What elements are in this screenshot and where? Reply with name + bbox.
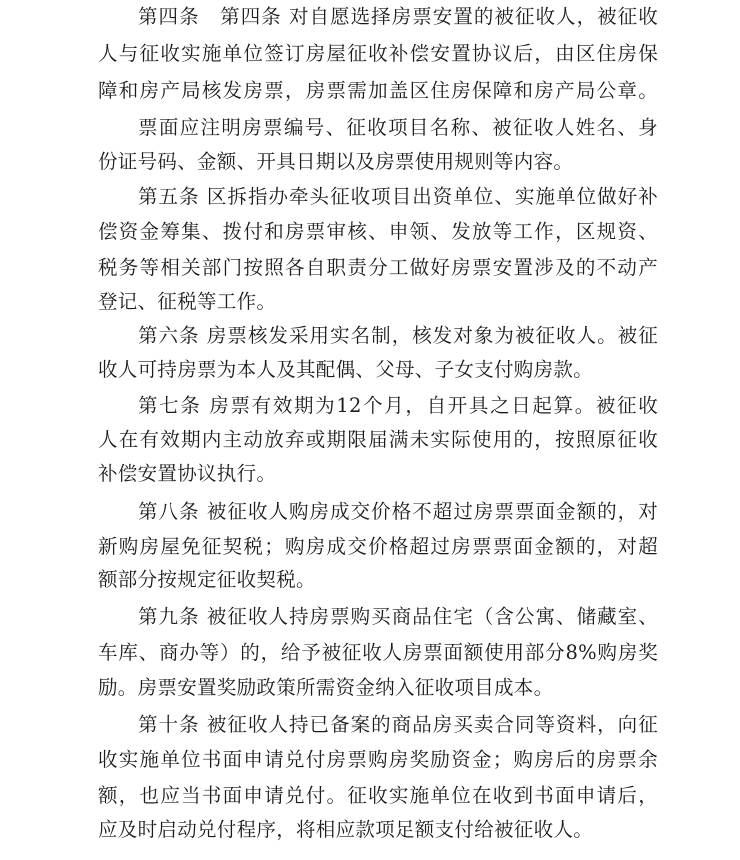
article-4-content-line-1: 票面应注明房票编号、征收项目名称、被征收人姓名、身 bbox=[138, 116, 658, 139]
article-4-line-3: 障和房产局核发房票，房票需加盖区住房保障和房产局公章。 bbox=[98, 79, 658, 102]
article-10-line-4: 应及时启动兑付程序，将相应款项足额支付给被征收人。 bbox=[98, 818, 594, 841]
article-6-line-1: 第六条 房票核发采用实名制，核发对象为被征收人。被征 bbox=[138, 324, 658, 347]
article-10-line-3: 额，也应当书面申请兑付。征收实施单位在收到书面申请后， bbox=[98, 784, 658, 807]
article-9-line-2: 车库、商办等）的，给予被征收人房票面额使用部分8%购房奖 bbox=[98, 641, 658, 664]
article-5-line-3: 税务等相关部门按照各自职责分工做好房票安置涉及的不动产 bbox=[98, 256, 658, 279]
article-6-line-2: 收人可持房票为本人及其配偶、父母、子女支付购房款。 bbox=[98, 358, 594, 381]
article-9-line-3: 励。房票安置奖励政策所需资金纳入征收项目成本。 bbox=[98, 676, 554, 699]
article-7-line-1: 第七条 房票有效期为12个月，自开具之日起算。被征收 bbox=[138, 394, 658, 417]
article-9-line-1: 第九条 被征收人持房票购买商品住宅（含公寓、储藏室、 bbox=[138, 605, 658, 628]
article-10-line-2: 收实施单位书面申请兑付房票购房奖励资金；购房后的房票余 bbox=[98, 748, 658, 771]
article-8-line-3: 额部分按规定征收契税。 bbox=[98, 568, 316, 591]
article-10-line-1: 第十条 被征收人持已备案的商品房买卖合同等资料，向征 bbox=[138, 713, 658, 736]
article-7-line-3: 补偿安置协议执行。 bbox=[98, 462, 277, 485]
article-4-content-line-2: 份证号码、金额、开具日期以及房票使用规则等内容。 bbox=[98, 150, 574, 173]
article-5-line-4: 登记、征税等工作。 bbox=[98, 290, 277, 313]
article-8-line-1: 第八条 被征收人购房成交价格不超过房票票面金额的，对 bbox=[138, 500, 658, 523]
article-5-line-1: 第五条 区拆指办牵头征收项目出资单位、实施单位做好补 bbox=[138, 185, 658, 208]
article-4-line-2: 人与征收实施单位签订房屋征收补偿安置协议后，由区住房保 bbox=[98, 42, 658, 65]
article-8-line-2: 新购房屋免征契税；购房成交价格超过房票票面金额的，对超 bbox=[98, 535, 658, 558]
article-5-line-2: 偿资金筹集、拨付和房票审核、申领、发放等工作，区规资、 bbox=[98, 220, 658, 243]
article-7-line-2: 人在有效期内主动放弃或期限届满未实际使用的，按照原征收 bbox=[98, 428, 658, 451]
article-4-line-1: 第四条 第四条 对自愿选择房票安置的被征收人，被征收 bbox=[138, 5, 658, 28]
